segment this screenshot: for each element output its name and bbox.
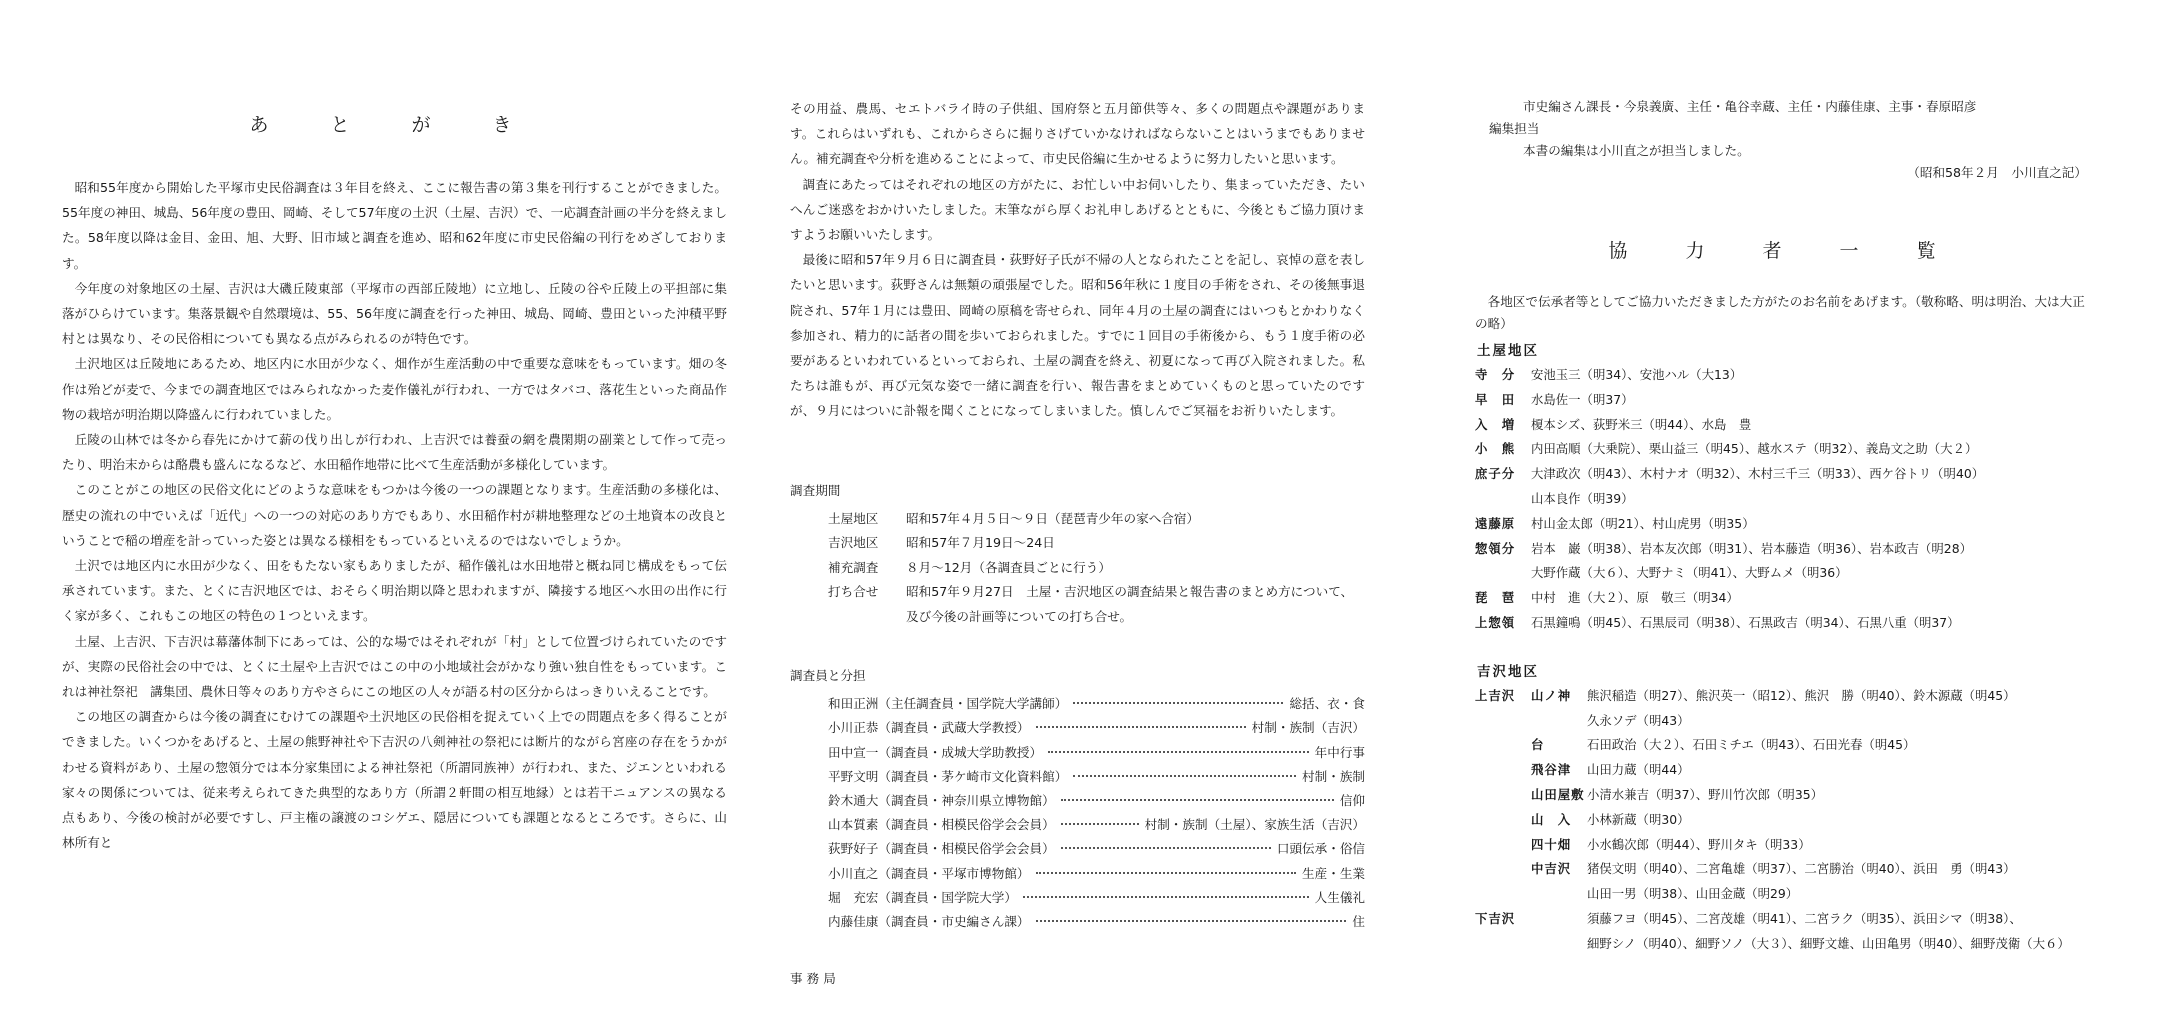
survey-period-dates: 昭和57年７月19日～24日 [906, 535, 1055, 551]
afterword-paragraph: 調査にあたってはそれぞれの地区の方がたに、お忙しい中お伺いしたり、集まっていただき、たいへんご迷惑をおかけいたしました。末筆ながら厚くお礼申しあげるとともに、今後ともご協力頂けますようお願いいたします。 [790, 176, 1365, 243]
cooperator-row [1475, 932, 2095, 957]
subplace-name: 中吉沢 [1531, 861, 1572, 877]
afterword-heading: あ と が き [249, 114, 540, 136]
subplace-name: 山ノ神 [1531, 687, 1572, 703]
survey-period-row [790, 507, 1365, 532]
staff-role: 口頭伝承・俗信 [1276, 841, 1365, 857]
editor-label: 編集担当 [1489, 121, 1540, 136]
place-name [1475, 709, 1531, 734]
place-name [1475, 808, 1531, 833]
cooperator-names: 水島佐一（明37） [1531, 391, 1634, 407]
cooperator-names: 猪俣文明（明40）、二宮亀雄（明37）、二宮勝治（明40）、浜田 勇（明43） [1587, 861, 2016, 877]
leader-dots [1073, 702, 1283, 704]
place-name: 惣領分 [1475, 540, 1516, 556]
cooperator-names: 大野作蔵（大６）、大野ナミ（明41）、大野ムメ（明36） [1531, 565, 1848, 581]
survey-period-row [790, 580, 1365, 605]
afterword-body [62, 175, 727, 855]
staff-name: 鈴木通大（調査員・神奈川県立博物館） [828, 792, 1055, 808]
place-name [1475, 833, 1531, 858]
staff-role: 住 [1352, 913, 1365, 929]
signature: （昭和58年２月 小川直之記） [1907, 165, 2087, 180]
cooperator-names: 熊沢稲造（明27）、熊沢英一（昭12）、熊沢 勝（明40）、鈴木源蔵（明45） [1587, 687, 2016, 703]
staff-row [828, 716, 1365, 740]
staff-role: 村制・族制（土屋）、家族生活（吉沢） [1144, 817, 1365, 833]
cooperator-row [1475, 413, 2095, 438]
place-name: 下吉沢 [1475, 910, 1516, 926]
cooperator-row [1475, 363, 2095, 388]
survey-period-dates: ８月～12月（各調査員ごとに行う） [906, 559, 1111, 575]
staff-name: 和田正洲（主任調査員・国学院大学講師） [828, 696, 1068, 712]
survey-period-area: 補充調査 [828, 559, 879, 575]
cooperator-row [1475, 611, 2095, 636]
afterword-column [62, 110, 727, 855]
cooperator-row [1475, 907, 2095, 932]
cooperator-names: 岩本 巌（明38）、岩本友次郎（明31）、岩本藤造（明36）、岩本政吉（明28） [1531, 540, 1972, 556]
subplace-name: 飛谷津 [1531, 762, 1572, 778]
survey-period-list [790, 507, 1365, 605]
staff-name: 田中宣一（調査員・成城大学助教授） [828, 744, 1043, 760]
cooperator-row [1475, 462, 2095, 487]
afterword-paragraph: 丘陵の山林では冬から春先にかけて薪の伐り出しが行われ、上吉沢では養蚕の網を農閑期の副業として作って売ったり、明治末からは酪農も盛んになるなど、水田稲作地帯に比べて生産活動が多様化しています。 [62, 432, 727, 473]
leader-dots [1061, 799, 1334, 801]
subplace-name [1531, 932, 1587, 957]
cooperator-names: 須藤フヨ（明45）、二宮茂雄（明41）、二宮ラク（明35）、浜田シマ（明38）、 [1587, 910, 2022, 926]
place-name [1475, 932, 1531, 957]
editor-text: 本書の編集は小川直之が担当しました。 [1523, 143, 1750, 158]
staff-name: 内藤佳康（調査員・市史編さん課） [828, 913, 1030, 929]
afterword-paragraph: 土屋、上吉沢、下吉沢は幕藩体制下にあっては、公的な場ではそれぞれが「村」として位置づけられていたのですが、実際の民俗社会の中では、とくに土屋や上吉沢ではこの中の小地域社会がかなり強い独自性をもっています。これは神社祭祀 講集団、農休日等々のあり方やさらにこの地区の人々が語る村の区分からはっきりいえることです。 [62, 633, 727, 700]
cooperator-names: 村山金太郎（明21）、村山虎男（明35） [1531, 515, 1755, 531]
office-label: 事 務 局 [790, 971, 836, 987]
staff-row [828, 862, 1365, 886]
cooperator-names: 内田高順（大乗院）、栗山益三（明45）、越水ステ（明32）、義島文之助（大２） [1531, 441, 1978, 457]
staff-role: 信仰 [1339, 792, 1365, 808]
survey-period-area: 土屋地区 [828, 510, 879, 526]
survey-period-dates: 昭和57年９月27日 土屋・吉沢地区の調査結果と報告書のまとめ方について、 [906, 584, 1354, 600]
subplace-name: 山田屋敷 [1531, 786, 1585, 802]
place-name [1475, 857, 1531, 882]
staff-role: 総括、衣・食 [1289, 696, 1365, 712]
afterword-paragraph: その用益、農馬、セエトバライ時の子供組、国府祭と五月節供等々、多くの問題点や課題があります。これらはいずれも、これからさらに掘りさげていかなければならないことはいうまでもありません。補充調査や分析を進めることによって、市史民俗編に生かせるように努力したいと思います。 [790, 101, 1365, 167]
cooperator-names: 中村 進（大２）、原 敬三（明34） [1531, 590, 1739, 606]
staff-row [828, 741, 1365, 765]
cooperator-row [1475, 733, 2095, 758]
place-name: 庶子分 [1475, 466, 1516, 482]
cooperator-row [1475, 808, 2095, 833]
staff-name: 荻野好子（調査員・相模民俗学会会員） [828, 841, 1055, 857]
staff-row [828, 789, 1365, 813]
leader-dots [1036, 872, 1297, 874]
staff-row [828, 692, 1365, 716]
cooperator-row [1475, 537, 2095, 562]
subplace-name [1531, 907, 1587, 932]
place-name [1475, 487, 1531, 512]
afterword-paragraph: 昭和55年度から開始した平塚市史民俗調査は３年目を終え、ここに報告書の第３集を刊行することができました。55年度の神田、城島、56年度の豊田、岡崎、そして57年度の土沢（土屋、吉沢）で、一応調査計画の半分を終えました。58年度以降は金目、金田、旭、大野、旧市域と調査を進め、昭和62年度に市史民俗編の刊行をめざしております。 [62, 180, 727, 271]
cooperator-row [1475, 857, 2095, 882]
subplace-name [1531, 882, 1587, 907]
leader-dots [1036, 920, 1347, 922]
staff-name: 小川正恭（調査員・武蔵大学教授） [828, 720, 1030, 736]
afterword-continuation-body [790, 96, 1365, 424]
survey-period-dates: 昭和57年４月５日～９日（琵琶青少年の家へ合宿） [906, 510, 1200, 526]
cooperator-names: 石黒鐘鳴（明45）、石黒辰司（明38）、石黒政吉（明34）、石黒八重（明37） [1531, 614, 1960, 630]
place-name: 寺 分 [1475, 367, 1516, 382]
staff-role: 生産・生業 [1302, 865, 1365, 881]
cooperator-row [1475, 487, 2095, 512]
place-name: 早 田 [1475, 391, 1516, 407]
place-name: 上惣領 [1475, 614, 1516, 630]
cooperator-names: 榎本シズ、荻野米三（明44）、水島 豊 [1531, 416, 1752, 432]
staff-row [828, 813, 1365, 837]
cooperator-names: 安池玉三（明34）、安池ハル（大13） [1531, 367, 1743, 382]
cooperators-intro: 各地区で伝承者等としてご協力いただきました方がたのお名前をあげます。（敬称略、明は明治、大は大正の略） [1475, 294, 2085, 331]
cooperator-names: 山田力蔵（明44） [1587, 762, 1690, 778]
afterword-paragraph: このことがこの地区の民俗文化にどのような意味をもつかは今後の一つの課題となります。生産活動の多様化は、歴史の流れの中でいえば「近代」への一つの対応のあり方でもあり、水田稲作村が耕地整理などの土地資本の改良ということで稲の増産を計っていった姿とは異なる様相をもっているといえるのではないでしょうか。 [62, 482, 727, 548]
cooperator-names: 山本良作（明39） [1531, 490, 1634, 506]
cooperator-names: 石田政治（大２）、石田ミチエ（明43）、石田光春（明45） [1587, 737, 1916, 753]
subplace-name: 山 入 [1531, 811, 1572, 827]
afterword-paragraph: 今年度の対象地区の土屋、吉沢は大磯丘陵東部（平塚市の西部丘陵地）に立地し、丘陵の谷や丘陵上の平担部に集落がひらけています。集落景観や自然環境は、55、56年度に調査を行った神田、城島、岡崎、豊田といった沖積平野村とは異なり、その民俗相についても異なる点がみられるのが特色です。 [62, 280, 727, 347]
leader-dots [1023, 896, 1309, 898]
survey-period-label: 調査期間 [790, 482, 841, 498]
place-name [1475, 783, 1531, 808]
leader-dots [1061, 823, 1139, 825]
place-name: 遠藤原 [1475, 515, 1516, 531]
office-members: 市史編さん課長・今泉義廣、主任・亀谷幸蔵、主任・内藤佳康、主事・春原昭彦 [1523, 99, 1977, 114]
afterword-continuation-column [790, 96, 1365, 995]
cooperator-names: 小水鶴次郎（明44）、野川タキ（明33） [1587, 836, 1811, 852]
cooperator-names: 大津政次（明43）、木村ナオ（明32）、木村三千三（明33）、西ケ谷トリ（明40） [1531, 466, 1985, 482]
district-heading: 土屋地区 [1477, 343, 1539, 359]
staff-name: 堀 充宏（調査員・国学院大学） [828, 889, 1017, 905]
afterword-paragraph: この地区の調査からは今後の調査にむけての課題や土沢地区の民俗相を捉えていく上での問題点を多く得ることができました。いくつかをあげると、土屋の熊野神社や下吉沢の八剣神社の祭祀には断片的ながら宮座の存在をうかがわせる資料があり、土屋の惣領分では本分家集団による神社祭祀（所謂同族神）が行われ、また、ジエンといわれる家々の関係については、従来考えられてきた典型的なあり方（所謂２軒間の相互地縁）とは若干ニュアンスの異なる点もあり、今後の検討が必要ですし、戸主権の譲渡のコシゲエ、隠居についても課題となるところです。さらに、山林所有と [62, 709, 728, 851]
staff-role: 村制・族制 [1302, 768, 1365, 784]
cooperator-names: 小清水兼吉（明37）、野川竹次郎（明35） [1587, 786, 1823, 802]
cooperator-row [1475, 561, 2095, 586]
place-name: 上吉沢 [1475, 687, 1516, 703]
cooperator-names: 久永ソデ（明43） [1587, 712, 1690, 728]
place-name [1475, 561, 1531, 586]
staff-row [828, 886, 1365, 910]
subplace-name [1531, 709, 1587, 734]
staff-role: 年中行事 [1314, 744, 1365, 760]
staff-list [790, 692, 1365, 934]
cooperators-title: 協 力 者 一 覧 [1608, 240, 1962, 262]
cooperator-row [1475, 512, 2095, 537]
staff-row [828, 837, 1365, 861]
subplace-name: 台 [1531, 737, 1545, 753]
afterword-paragraph: 土沢地区は丘陵地にあるため、地区内に水田が少なく、畑作が生産活動の中で重要な意味をもっています。畑の冬作は殆どが麦で、今までの調査地区ではみられなかった麦作儀礼が行われ、一方ではタバコ、落花生といった商品作物の栽培が明治期以降盛んに行われていました。 [62, 356, 727, 422]
place-name: 小 熊 [1475, 441, 1516, 457]
staff-role: 人生儀礼 [1314, 889, 1365, 905]
leader-dots [1073, 775, 1296, 777]
survey-period-area: 吉沢地区 [828, 535, 879, 551]
leader-dots [1036, 726, 1246, 728]
place-name: 琵 琶 [1475, 590, 1516, 606]
leader-dots [1048, 751, 1309, 753]
cooperator-row [1475, 833, 2095, 858]
cooperator-row [1475, 709, 2095, 734]
cooperator-names: 細野シノ（明40）、細野ソノ（大３）、細野文雄、山田亀男（明40）、細野茂衛（大６） [1587, 935, 2070, 951]
afterword-paragraph: 最後に昭和57年９月６日に調査員・荻野好子氏が不帰の人となられたことを記し、哀悼の意を表したいと思います。荻野さんは無類の頑張屋でした。昭和56年秋に１度目の手術をされ、その後無事退院され、57年１月には豊田、岡崎の原稿を寄せられ、同年４月の土屋の調査にはいつもとかわりなく参加され、精力的に話者の間を歩いておられました。すでに１回目の手術後から、もう１度手術の必要があるといわれているといっておられ、土屋の調査を終え、初夏になって再び入院されました。私たちは誰もが、再び元気な姿で一緒に調査を行い、報告書をまとめていくものと思っていたのですが、９月にはついに訃報を聞くことになってしまいました。慎しんでご冥福をお祈りいたします。 [790, 252, 1365, 419]
place-name [1475, 882, 1531, 907]
cooperator-row [1475, 882, 2095, 907]
survey-period-row [790, 531, 1365, 556]
survey-period-continuation: 及び今後の計画等についての打ち合せ。 [906, 608, 1133, 624]
cooperator-row [1475, 388, 2095, 413]
staff-label: 調査員と分担 [790, 668, 866, 684]
afterword-paragraph: 土沢では地区内に水田が少なく、田をもたない家もありましたが、稲作儀礼は水田地帯と概ね同じ構成をもって伝承されています。また、とくに吉沢地区では、おそらく明治期以降と思われますが、隣接する地区へ水田の出作に行く家が多く、これもこの地区の特色の１つといえます。 [62, 558, 727, 624]
cooperator-row [1475, 684, 2095, 709]
district-heading: 吉沢地区 [1477, 663, 1539, 680]
place-name [1475, 758, 1531, 783]
survey-period-area: 打ち合せ [828, 584, 879, 600]
staff-row [828, 765, 1365, 789]
survey-period-row [790, 556, 1365, 581]
staff-row [828, 910, 1365, 934]
staff-name: 小川直之（調査員・平塚市博物館） [828, 865, 1030, 881]
cooperator-row [1475, 586, 2095, 611]
place-name [1475, 733, 1531, 758]
subplace-name: 四十畑 [1531, 836, 1572, 852]
staff-name: 山本質素（調査員・相模民俗学会会員） [828, 817, 1055, 833]
cooperators-column [1475, 96, 2095, 957]
staff-role: 村制・族制（吉沢） [1251, 720, 1365, 736]
cooperator-row [1475, 437, 2095, 462]
leader-dots [1061, 847, 1271, 849]
cooperator-names: 山田一男（明38）、山田金蔵（明29） [1587, 886, 1799, 902]
cooperator-names: 小林新蔵（明30） [1587, 811, 1690, 827]
cooperator-row [1475, 783, 2095, 808]
cooperator-row [1475, 758, 2095, 783]
staff-name: 平野文明（調査員・茅ケ崎市文化資料館） [828, 768, 1068, 784]
cooperators-list [1475, 339, 2095, 957]
place-name: 入 増 [1475, 416, 1516, 432]
